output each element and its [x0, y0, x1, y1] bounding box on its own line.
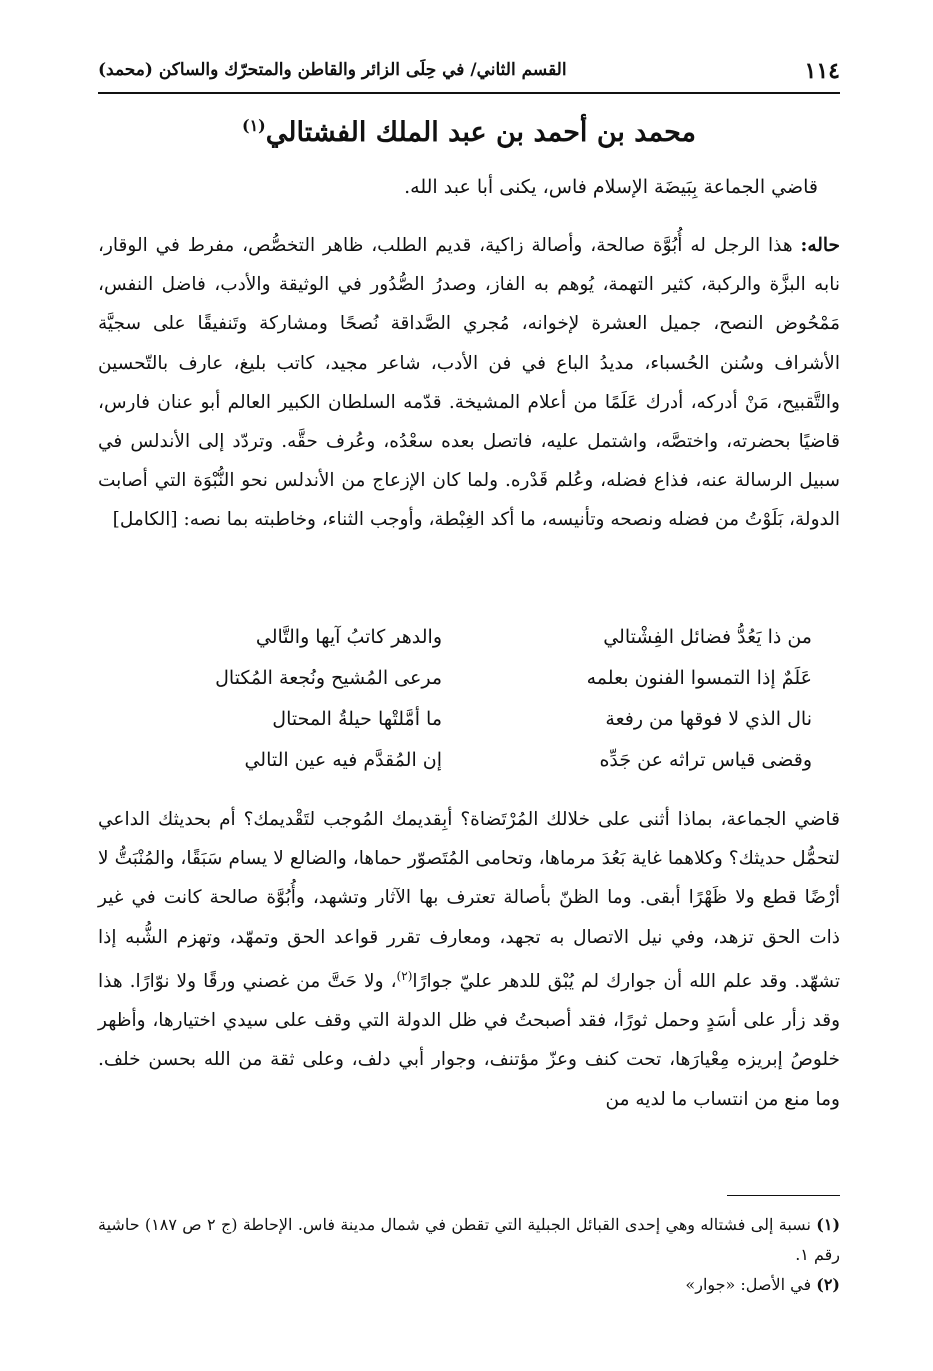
poem	[98, 626, 840, 790]
paragraph-description	[98, 226, 840, 540]
footnote-ref-2[interactable]: (٢)	[396, 968, 413, 983]
poem-meter-label: [الكامل]	[112, 509, 178, 531]
header-divider	[98, 92, 840, 94]
verse-first-hemistich: من ذا يَعُدُّ فضائل الفِشْتالي	[603, 626, 812, 648]
footnote-mark: (١)	[816, 1215, 841, 1234]
footnote-item	[98, 1270, 840, 1300]
verse-second-hemistich: ما أمَّلتْها حيلةُ المحتال	[272, 708, 442, 730]
verse-first-hemistich: عَلَمٌ إذا التمسوا الفنون بعلمه	[586, 667, 812, 689]
running-title: القسم الثاني/ في حِلَى الزائر والقاطن والمتحرّك والساكن (محمد)	[98, 60, 567, 80]
paragraph-body: هذا الرجل له أُبُوَّة صالحة، وأصالة زاكية، قديم الطلب، ظاهر التخصُّص، مفرط في الوقار، نابه البزَّة والركبة، كثير التهمة، يُوهم به الفاز، وصدرُ الصُّدُور في الوثيقة والأدب، فاضل النفس، مَمْحُوض النصح، جميل العشرة لإخوانه، مُجري الصَّداقة نُصحًا ومشاركة وتَنفيقًا على سجيَّة الأشراف وسُنن الحُسباء، مديدُ الباع في فن الأدب، شاعر مجيد، كاتب بليغ، عارف بالتّحسين والتَّقبيح، مَنْ أدركه، أدرك عَلَمًا من أعلام المشيخة. قدّمه السلطان الكبير العالم أبو عنان فارس، قاضيًا بحضرته، واختصَّه، واشتمل عليه، فاتصل بعده سعْدُه، وعُرف حقَّه. وتردّد إلى الأندلس في سبيل الرسالة عنه، فذاع فضله، وعُلم قَدْره. ولما كان الإزعاج من الأندلس نحو النُّبْوَة التي أصابت الدولة، بَلَوْتُ من فضله ونصحه وتأنيسه، ما أكد الغِبْطة، وأوجب الثناء، وخاطبته بما نصه:	[98, 235, 840, 531]
paragraph-body-part-1: قاضي الجماعة، بماذا أثنى على خلالك المُرْتَضاة؟ أبِقديمك المُوجب لتَقْديمك؟ أم بحديثك الداعي لتحمُّل حديثك؟ وكلاهما غاية بَعُدَ مرماها، وتحامى المُتَصوّر حماها، والضالع لا يسام سَبَقًا، والمُنْبَتُّ لا أرْضًا قطع ولا ظَهْرًا أبقى. وما الظنّ بأصالة تعترف بها الآثار وتشهد، وأُبُوَّة صالحة كانت في غير ذات الحق تزهد، وفي نيل الاتصال به تجهد، ومعارف تقرر قواعد الحق وتمهّد، وتهزم الشُّبه إذا تشهّد. وقد علم الله أن جوارك لم يُبْق للدهر عليّ جوارًا	[98, 809, 840, 992]
paragraph-body-part-2: ، ولا حَتَّ من غصني ورقًا ولا نوّارًا. هذا وقد زأر على أسَدٍ وحمل ثورًا، فقد أصبحتُ في ظل الدولة التي وقف على سيدي اختيارها، وأظهر خلوصُ إبريزه مِعْيارَها، تحت كنف وعزّ مؤتنف، وجوار أبي دلف، وعلى ثقة من الله بحسن خلف. وما منع من انتساب ما لديه من	[98, 970, 840, 1110]
verse-second-hemistich: مرعى المُشيح ونُجعة المُكتال	[215, 667, 442, 689]
entry-title	[98, 116, 840, 148]
verse-first-hemistich: وقضى قياس تراثه عن جَدِّه	[599, 749, 812, 771]
footnote-divider	[727, 1195, 840, 1196]
paragraph-praise	[98, 800, 840, 1119]
footnotes	[98, 1210, 840, 1300]
footnote-text: في الأصل: «جوار»	[685, 1275, 812, 1294]
footnote-mark: (٢)	[816, 1275, 840, 1294]
poem-verse	[98, 749, 840, 790]
verse-second-hemistich: إن المُقدَّم فيه عين التالي	[244, 749, 442, 771]
poem-verse	[98, 626, 840, 667]
page-number: ١١٤	[804, 58, 840, 84]
footnote-item	[98, 1210, 840, 1270]
entry-title-text: محمد بن أحمد بن عبد الملك الفشتالي	[265, 117, 696, 148]
verse-first-hemistich: نال الذي لا فوقها من رفعة	[605, 708, 812, 730]
paragraph-lead-word: حاله:	[800, 235, 840, 256]
title-footnote-ref[interactable]: (١)	[242, 116, 266, 135]
entry-subtitle: قاضي الجماعة بِبَيضَة الإسلام فاس، يكنى أبا عبد الله.	[404, 176, 818, 198]
page-header	[98, 52, 840, 92]
footnote-text: نسبة إلى فشتاله وهي إحدى القبائل الجبلية التي تقطن في شمال مدينة فاس. الإحاطة (ج ٢ ص ١٨٧) حاشية رقم ١.	[98, 1215, 840, 1264]
verse-second-hemistich: والدهر كاتبُ آيها والتَّالي	[255, 626, 442, 648]
poem-verse	[98, 708, 840, 749]
poem-verse	[98, 667, 840, 708]
